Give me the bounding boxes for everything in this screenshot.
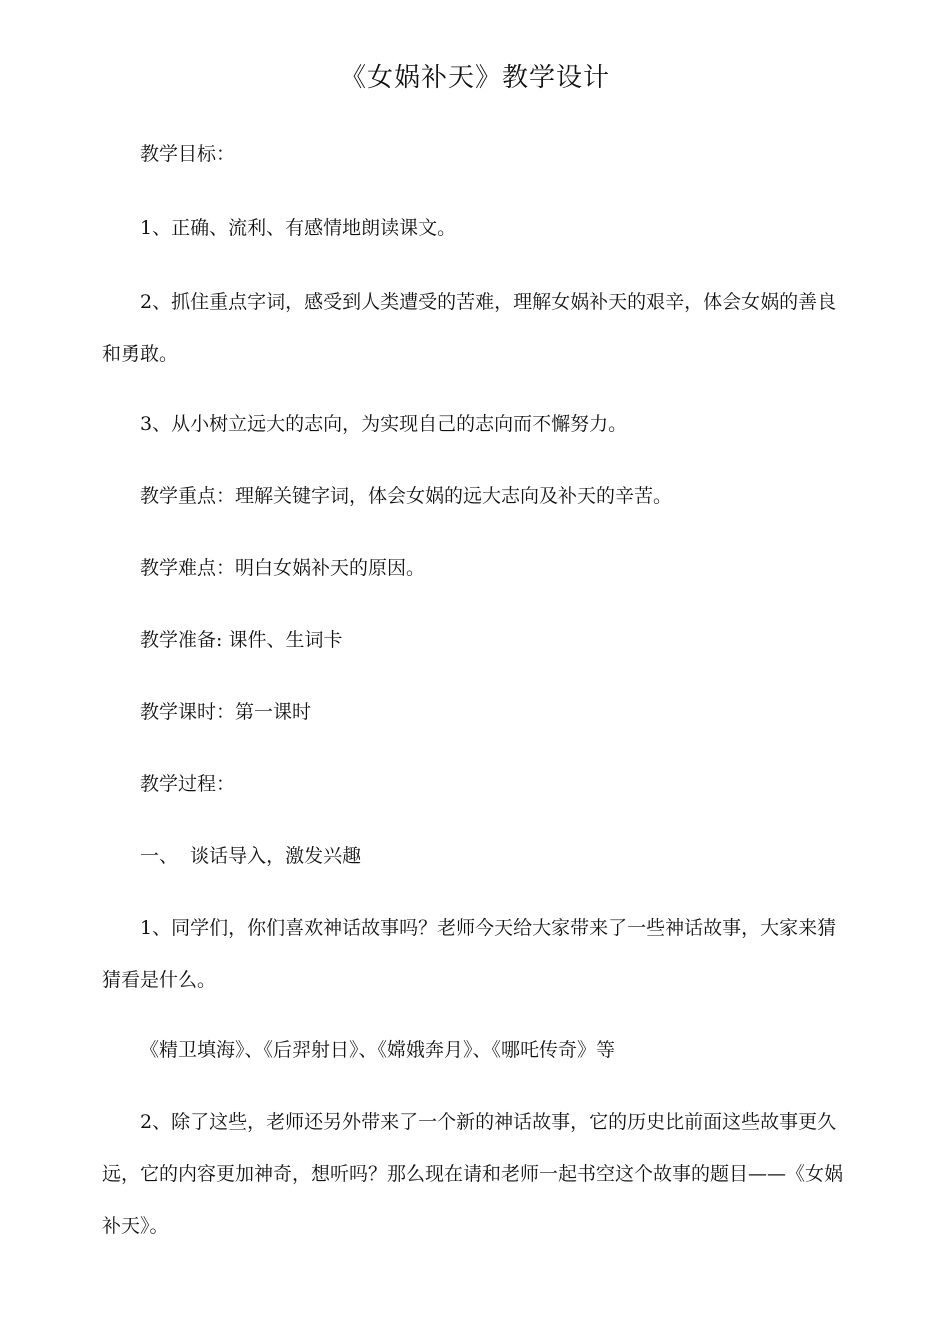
paragraph-preparation: 教学准备: 课件、生词卡	[140, 629, 343, 651]
paragraph-goal-3: 3、从小树立远大的志向，为实现自己的志向而不懈努力。	[140, 413, 628, 435]
paragraph-goal-1: 1、正确、流利、有感情地朗读课文。	[140, 217, 457, 239]
paragraph-teaching-goals-heading: 教学目标：	[140, 143, 236, 165]
document-title: 《女娲补天》教学设计	[339, 63, 610, 93]
paragraph-step-2: 2、除了这些，老师还另外带来了一个新的神话故事，它的历史比前面这些故事更久远，它的内容更加神奇，想听吗？那么现在请和老师一起书空这个故事的题目——《女娲补天》。	[102, 1111, 844, 1237]
paragraph-goal-2: 2、抓住重点字词，感受到人类遭受的苦难，理解女娲补天的艰辛，体会女娲的善良和勇敢。	[102, 291, 837, 365]
paragraph-difficulties: 教学难点：明白女娲补天的原因。	[140, 557, 426, 579]
paragraph-class-hours: 教学课时：第一课时	[140, 701, 312, 723]
paragraph-process-heading: 教学过程：	[140, 773, 236, 795]
paragraph-step-1: 1、同学们，你们喜欢神话故事吗？老师今天给大家带来了一些神话故事，大家来猜猜看是什么。	[102, 917, 837, 991]
paragraph-section-1-heading: 一、 谈话导入，激发兴趣	[140, 845, 362, 867]
paragraph-key-points: 教学重点：理解关键字词，体会女娲的远大志向及补天的辛苦。	[140, 485, 673, 507]
paragraph-myth-titles: 《精卫填海》、《后羿射日》、《嫦娥奔月》、《哪吒传奇》等	[140, 1039, 616, 1061]
